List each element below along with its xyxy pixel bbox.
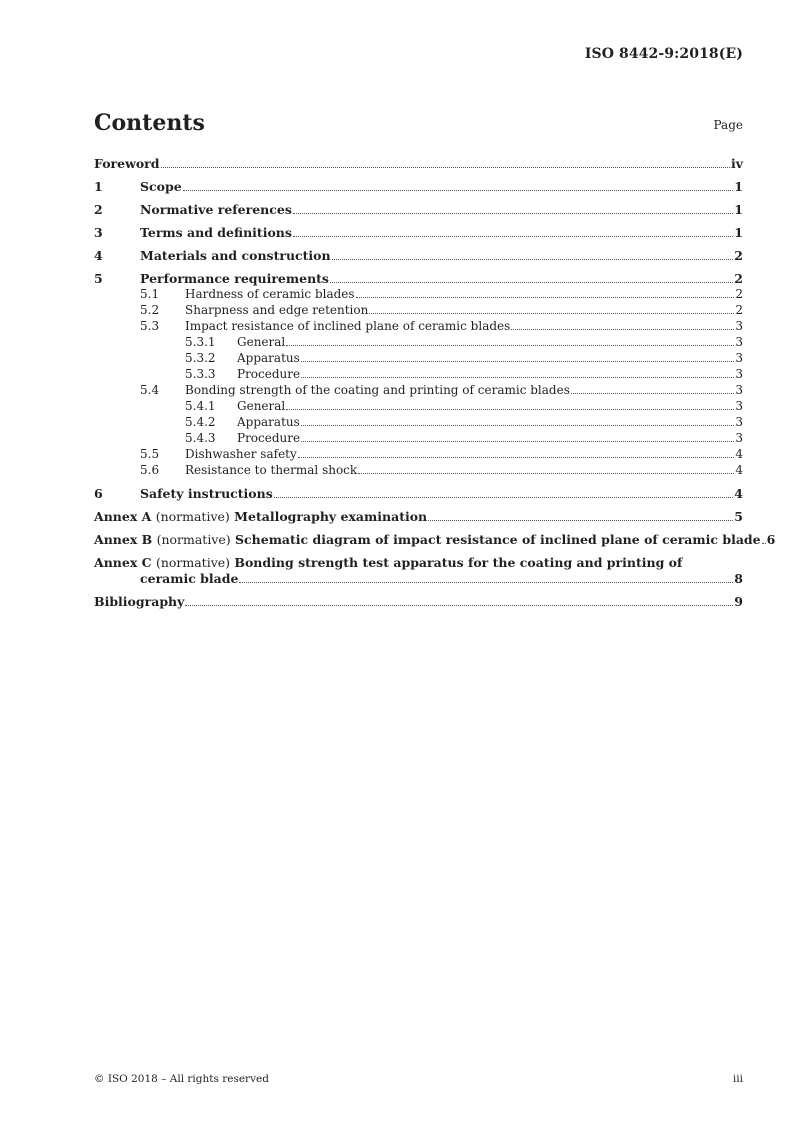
annex-c-line-1 [94,555,743,570]
toc-label: Bonding strength test apparatus for the coating and printing of [234,555,683,570]
annex-id: Annex A [94,509,152,524]
leader-dots [332,259,734,260]
toc-number: 5.4.1 [185,399,216,413]
toc-label: Materials and construction [140,248,331,263]
toc-label: General [237,335,286,349]
toc-label: Procedure [237,367,301,381]
toc-label: Foreword [94,156,160,171]
toc-entry-5-2[interactable] [94,302,743,318]
leader-dots [358,473,734,474]
toc-page: 3 [735,399,743,413]
toc-page: 4 [735,463,743,477]
toc-entry-annex-b[interactable] [94,532,776,547]
toc-label: Bibliography [94,594,185,609]
toc-label: Apparatus [237,351,300,365]
toc-page: 3 [735,367,743,381]
toc-label: Scope [140,179,182,194]
toc-page: 3 [735,431,743,445]
toc-label: Bonding strength of the coating and printing of ceramic blades [185,383,570,397]
toc-page: 2 [734,248,743,263]
toc-entry-5-3-1[interactable] [94,334,743,350]
toc-number: 5.4 [140,383,160,397]
toc-label: Hardness of ceramic blades [185,287,355,301]
toc-page: 1 [734,202,743,217]
leader-dots [298,457,735,458]
toc-entry-scope[interactable] [94,179,743,194]
annex-normative: (normative) [155,509,230,524]
leader-dots [185,605,733,606]
leader-dots [301,425,735,426]
toc-page: 5 [734,509,743,524]
leader-dots [293,236,733,237]
page-column-label: Page [713,118,743,132]
toc-label: Apparatus [237,415,300,429]
toc-entry-5-4[interactable] [94,382,743,398]
toc-page: 1 [734,225,743,240]
toc-label-continued: ceramic blade [140,571,239,586]
toc-label: Sharpness and edge retention [185,303,369,317]
toc-page: 3 [735,335,743,349]
toc-entry-5-5[interactable] [94,446,743,462]
leader-dots [293,213,733,214]
toc-entry-performance[interactable] [94,271,743,286]
toc-number: 6 [94,486,103,501]
toc-entry-5-3[interactable] [94,318,743,334]
toc-label: Safety instructions [140,486,273,501]
toc-number: 5.6 [140,463,160,477]
toc-entry-5-3-3[interactable] [94,366,743,382]
page-number: iii [732,1073,743,1085]
toc-label: Dishwasher safety [185,447,297,461]
annex-normative: (normative) [156,532,231,547]
toc-page: 3 [735,351,743,365]
toc-page: 1 [734,179,743,194]
leader-dots [286,345,734,346]
leader-dots [301,361,735,362]
annex-c-line-2 [94,571,743,586]
toc-entry-annex-a[interactable] [94,509,743,524]
leader-dots [274,497,734,498]
toc-label: Procedure [237,431,301,445]
toc-number: 5.3 [140,319,160,333]
toc-number: 5.3.1 [185,335,216,349]
toc-number: 3 [94,225,103,240]
toc-page: 2 [735,287,743,301]
annex-id: Annex C [94,555,152,570]
toc-page: iv [730,156,743,171]
toc-label: Terms and definitions [140,225,292,240]
annex-normative: (normative) [155,555,231,570]
toc-page: 2 [734,271,743,286]
toc-page: 9 [734,594,743,609]
toc-page: 6 [766,532,776,547]
toc-page: 4 [735,447,743,461]
toc-page: 2 [735,303,743,317]
toc-number: 4 [94,248,103,263]
toc-page: 3 [735,415,743,429]
toc-number: 5.3.2 [185,351,216,365]
toc-entry-safety[interactable] [94,486,743,501]
leader-dots [301,377,734,378]
toc-entry-5-4-1[interactable] [94,398,743,414]
toc-label: Impact resistance of inclined plane of ceramic blades [185,319,511,333]
toc-number: 5.1 [140,287,160,301]
leader-dots [161,167,730,168]
toc-entry-5-1[interactable] [94,286,743,302]
leader-dots [762,543,766,544]
document-id: ISO 8442-9:2018(E) [584,46,743,62]
leader-dots [330,282,733,283]
leader-dots [356,297,735,298]
toc-entry-annex-c[interactable] [94,555,743,586]
page-title: Contents [94,110,205,136]
toc-entry-5-3-2[interactable] [94,350,743,366]
toc-entry-materials[interactable] [94,248,743,263]
toc-number: 5.3.3 [185,367,216,381]
toc-number: 5.4.2 [185,415,216,429]
leader-dots [301,441,734,442]
toc-entry-terms-definitions[interactable] [94,225,743,240]
annex-id: Annex B [94,532,153,547]
table-of-contents [94,156,776,609]
leader-dots [239,582,733,583]
toc-number: 5 [94,271,103,286]
toc-entry-foreword[interactable] [94,156,743,171]
leader-dots [571,393,735,394]
toc-entry-5-4-3[interactable] [94,430,743,446]
toc-page: 8 [734,571,743,586]
toc-number: 5.4.3 [185,431,216,445]
toc-number: 5.5 [140,447,160,461]
toc-page: 3 [735,319,743,333]
toc-number: 2 [94,202,103,217]
copyright-notice: © ISO 2018 – All rights reserved [94,1073,269,1085]
toc-number: 5.2 [140,303,160,317]
toc-label: Normative references [140,202,292,217]
leader-dots [369,313,734,314]
toc-label: Metallography examination [234,509,428,524]
toc-label: General [237,399,286,413]
toc-label: Schematic diagram of impact resistance of inclined plane of ceramic blade [235,532,761,547]
toc-entry-5-4-2[interactable] [94,414,743,430]
toc-label: Resistance to thermal shock [185,463,358,477]
toc-label: Performance requirements [140,271,329,286]
toc-entry-5-6[interactable] [94,462,743,478]
toc-number: 1 [94,179,103,194]
toc-page: 3 [735,383,743,397]
toc-entry-normative-references[interactable] [94,202,743,217]
leader-dots [428,520,733,521]
leader-dots [286,409,734,410]
leader-dots [511,329,734,330]
toc-page: 4 [734,486,743,501]
leader-dots [183,190,734,191]
toc-entry-bibliography[interactable] [94,594,743,609]
